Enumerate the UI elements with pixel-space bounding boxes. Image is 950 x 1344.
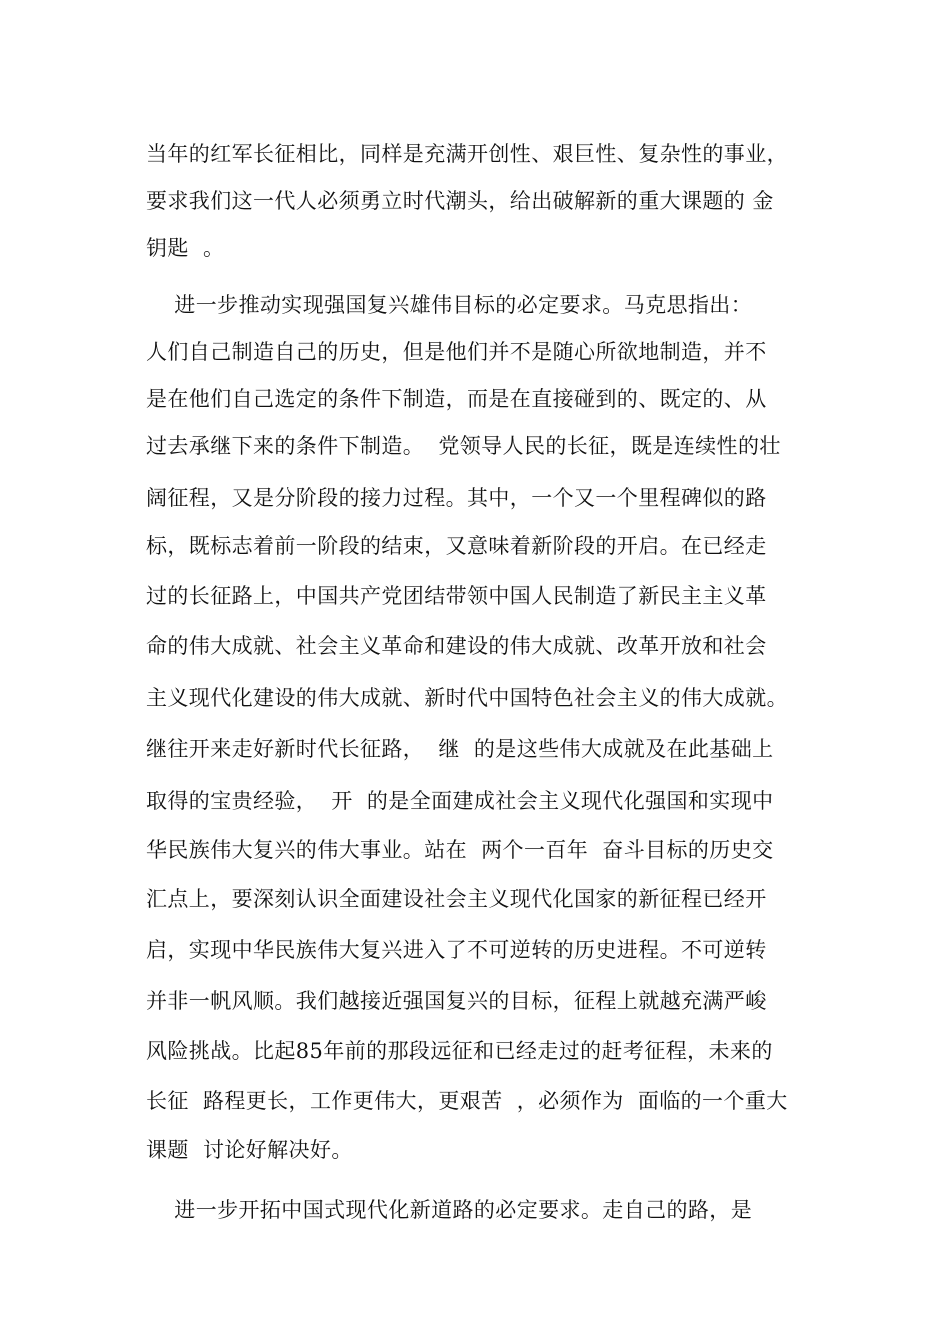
text-line-12: 主义现代化建设的伟大成就、新时代中国特色社会主义的伟大成就。 (146, 686, 788, 710)
text-line-5: 人们自己制造自己的历史，但是他们并不是随心所欲地制造，并不 (146, 340, 767, 364)
text-line-18: 并非一帆风顺。我们越接近强国复兴的目标，征程上就越充满严峻 (146, 989, 767, 1013)
text-line-8: 阔征程，又是分阶段的接力过程。其中，一个又一个里程碑似的路 (146, 486, 767, 510)
text-line-14: 取得的宝贵经验， 开 的是全面建成社会主义现代化强国和实现中 (146, 789, 774, 813)
text-line-9: 标，既标志着前一阶段的结束，又意味着新阶段的开启。在已经走 (146, 534, 767, 558)
paragraph-2-first-line: 进一步推动实现强国复兴雄伟目标的必定要求。马克思指出： (146, 293, 753, 317)
text-line-3: 钥匙 。 (146, 236, 225, 260)
text-line-11: 命的伟大成就、社会主义革命和建设的伟大成就、改革开放和社会 (146, 634, 767, 658)
text-line-15: 华民族伟大复兴的伟大事业。站在 两个一百年 奋斗目标的历史交 (146, 838, 774, 862)
text-line-6: 是在他们自己选定的条件下制造，而是在直接碰到的、既定的、从 (146, 387, 767, 411)
text-line-21: 课题 讨论好解决好。 (146, 1138, 353, 1162)
text-line-13: 继往开来走好新时代长征路， 继 的是这些伟大成就及在此基础上 (146, 737, 774, 761)
text-line-17: 启，实现中华民族伟大复兴进入了不可逆转的历史进程。不可逆转 (146, 938, 767, 962)
text-line-1: 当年的红军长征相比，同样是充满开创性、艰巨性、复杂性的事业， (146, 142, 788, 166)
paragraph-3-first-line: 进一步开拓中国式现代化新道路的必定要求。走自己的路，是 (146, 1198, 753, 1222)
text-line-16: 汇点上，要深刻认识全面建设社会主义现代化国家的新征程已经开 (146, 887, 767, 911)
text-line-19: 风险挑战。比起85年前的那段远征和已经走过的赶考征程，未来的 (146, 1039, 773, 1063)
text-line-7: 过去承继下来的条件下制造。 党领导人民的长征，既是连续性的壮 (146, 434, 781, 458)
text-line-20: 长征 路程更长，工作更伟大，更艰苦 ，必须作为 面临的一个重大 (146, 1089, 788, 1113)
text-line-2: 要求我们这一代人必须勇立时代潮头，给出破解新的重大课题的 金 (146, 189, 774, 213)
text-line-10: 过的长征路上，中国共产党团结带领中国人民制造了新民主主义革 (146, 584, 767, 608)
